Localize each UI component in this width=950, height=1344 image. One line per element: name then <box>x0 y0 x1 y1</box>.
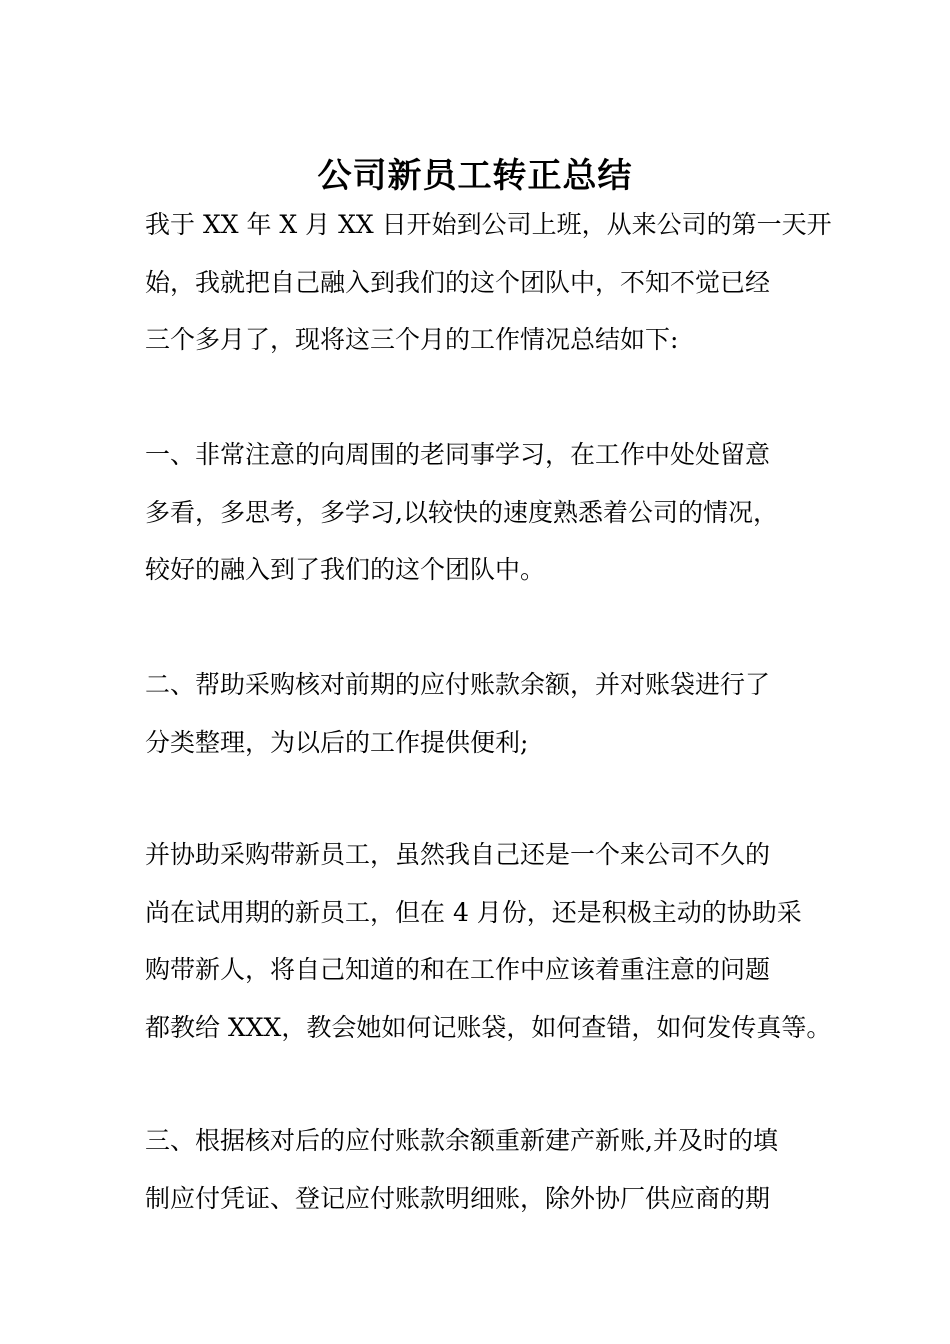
text-line: 制应付凭证、登记应付账款明细账，除外协厂供应商的期 <box>145 1183 771 1213</box>
text-line: 我于 XX 年 X 月 XX 日开始到公司上班，从来公司的第一天开 <box>145 210 832 239</box>
text-line: 始，我就把自己融入到我们的这个团队中，不知不觉已经 <box>145 267 771 297</box>
text-line: 多看，多思考，多学习,以较快的速度熟悉着公司的情况， <box>145 497 778 527</box>
document-title: 公司新员工转正总结 <box>317 155 633 196</box>
text-line: 二、帮助采购核对前期的应付账款余额，并对账袋进行了 <box>145 670 771 699</box>
paragraph-item-one <box>145 426 825 599</box>
text-line: 一、非常注意的向周围的老同事学习，在工作中处处留意 <box>145 440 771 469</box>
paragraph-item-two <box>145 656 825 771</box>
paragraph-intro <box>145 196 832 369</box>
text-line: 购带新人，将自己知道的和在工作中应该着重注意的问题 <box>145 955 771 984</box>
text-line: 并协助采购带新员工，虽然我自己还是一个来公司不久的 <box>145 840 771 869</box>
text-line: 都教给 XXX，教会她如何记账袋，如何查错，如何发传真等。 <box>145 1012 832 1042</box>
text-line: 分类整理，为以后的工作提供便利; <box>145 727 529 757</box>
text-line: 尚在试用期的新员工，但在 4 月份，还是积极主动的协助采 <box>145 897 802 927</box>
text-line: 较好的融入到了我们的这个团队中。 <box>145 555 546 584</box>
text-line: 三个多月了，现将这三个月的工作情况总结如下: <box>145 325 679 354</box>
text-line: 三、根据核对后的应付账款余额重新建产新账,并及时的填 <box>145 1126 778 1155</box>
paragraph-item-three <box>145 1112 825 1227</box>
paragraph-assist-new-staff <box>145 826 832 1056</box>
